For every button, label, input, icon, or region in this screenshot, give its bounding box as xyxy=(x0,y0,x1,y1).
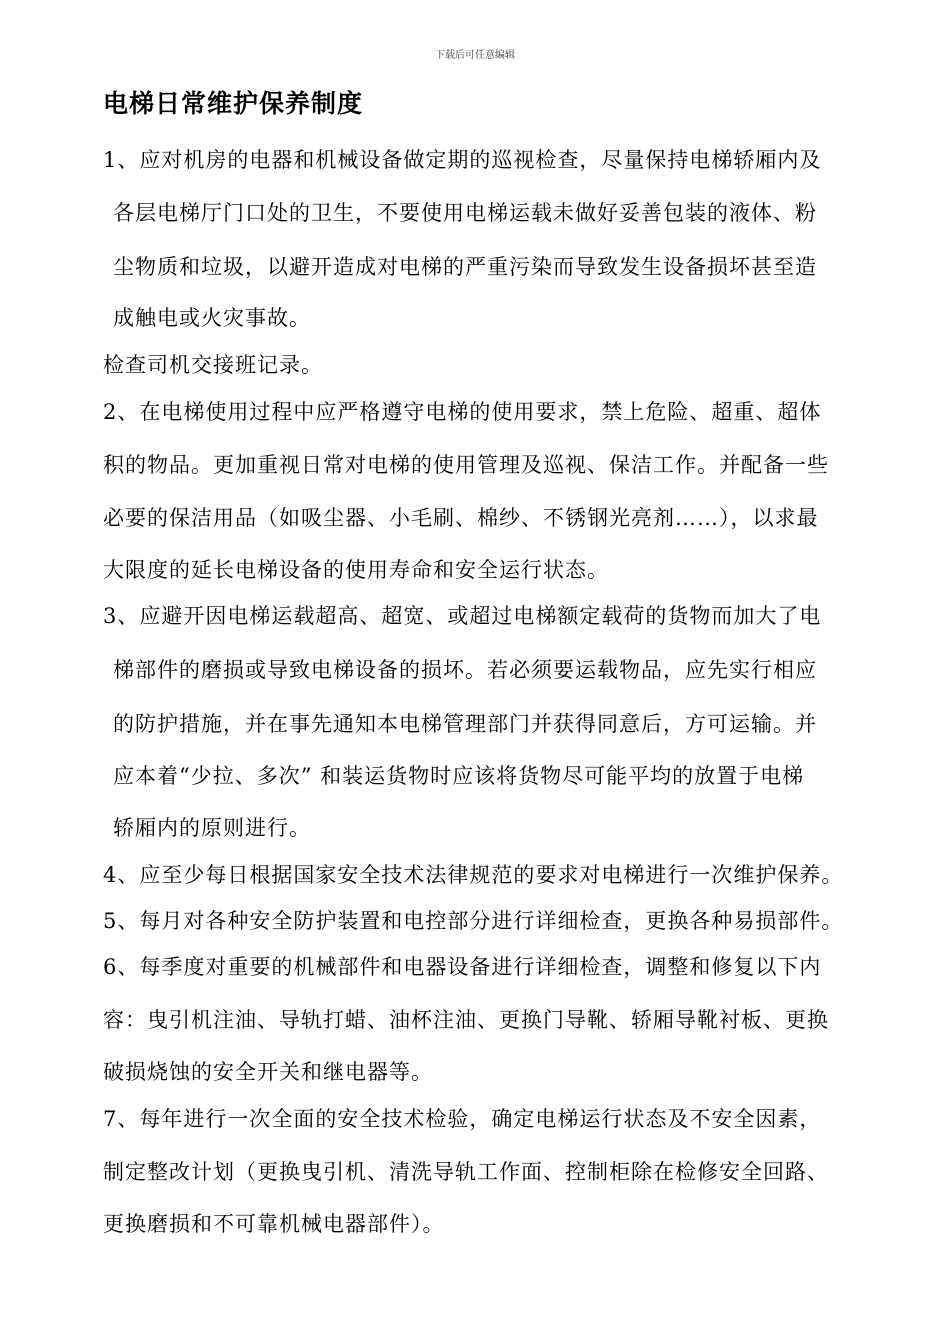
paragraph-line: 4、应至少每日根据国家安全技术法律规范的要求对电梯进行一次维护保养。 xyxy=(103,863,844,887)
paragraph-line: 6、每季度对重要的机械部件和电器设备进行详细检查，调整和修复以下内 xyxy=(103,955,822,979)
paragraph-line: 积的物品。更加重视日常对电梯的使用管理及巡视、保洁工作。并配备一些 xyxy=(103,453,829,477)
paragraph-line: 5、每月对各种安全防护装置和电控部分进行详细检查，更换各种易损部件。 xyxy=(103,909,844,933)
paragraph-line: 破损烧蚀的安全开关和继电器等。 xyxy=(103,1060,433,1084)
paragraph-line: 轿厢内的原则进行。 xyxy=(113,816,311,840)
document-title: 电梯日常维护保养制度 xyxy=(103,89,364,118)
paragraph-line: 应本着“少拉、多次” 和装运货物时应该将货物尽可能平均的放置于电梯 xyxy=(113,764,805,788)
paragraph-line: 大限度的延长电梯设备的使用寿命和安全运行状态。 xyxy=(103,558,609,582)
paragraph-line: 1、应对机房的电器和机械设备做定期的巡视检查，尽量保持电梯轿厢内及 xyxy=(103,148,822,172)
paragraph-line: 检查司机交接班记录。 xyxy=(103,353,323,377)
paragraph-line: 必要的保洁用品（如吸尘器、小毛刷、棉纱、不锈钢光亮剂……），以求最 xyxy=(103,506,819,530)
page-header-note: 下载后可任意编辑 xyxy=(435,50,515,61)
paragraph-line: 各层电梯厅门口处的卫生，不要使用电梯运载未做好妥善包装的液体、粉 xyxy=(113,201,817,225)
paragraph-line: 3、应避开因电梯运载超高、超宽、或超过电梯额定载荷的货物而加大了电 xyxy=(103,604,822,628)
paragraph-line: 7、每年进行一次全面的安全技术检验，确定电梯运行状态及不安全因素， xyxy=(103,1107,822,1131)
paragraph-line: 2、在电梯使用过程中应严格遵守电梯的使用要求，禁上危险、超重、超体 xyxy=(103,400,822,424)
paragraph-line: 尘物质和垃圾，以避开造成对电梯的严重污染而导致发生设备损坏甚至造 xyxy=(113,255,817,279)
paragraph-line: 容：曳引机注油、导轨打蜡、油杯注油、更换门导靴、轿厢导靴衬板、更换 xyxy=(103,1008,829,1032)
paragraph-line: 更换磨损和不可靠机械电器部件）。 xyxy=(103,1212,445,1236)
paragraph-line: 梯部件的磨损或导致电梯设备的损坏。若必须要运载物品，应先实行相应 xyxy=(113,658,817,682)
paragraph-line: 制定整改计划（更换曳引机、清洗导轨工作面、控制柜除在检修安全回路、 xyxy=(103,1160,829,1184)
paragraph-line: 的防护措施，并在事先通知本电梯管理部门并获得同意后，方可运输。并 xyxy=(113,712,817,736)
paragraph-line: 成触电或火灾事故。 xyxy=(113,306,311,330)
